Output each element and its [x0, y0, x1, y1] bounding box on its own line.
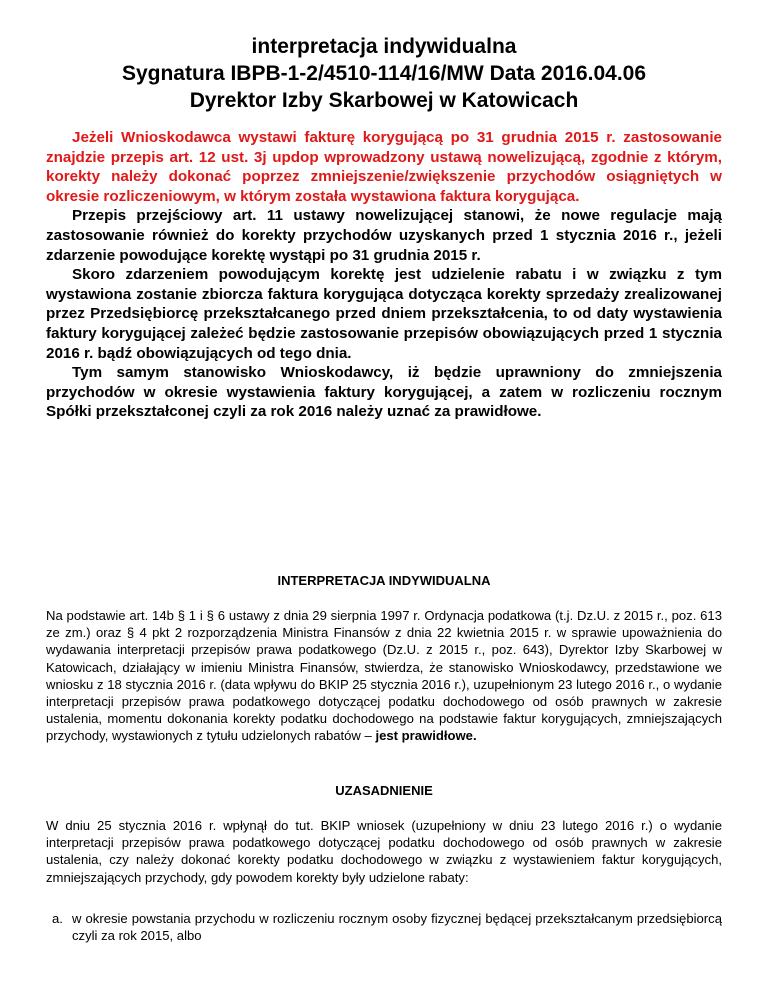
document-header [40, 33, 728, 114]
interpretation-heading: INTERPRETACJA INDYWIDUALNA [277, 573, 491, 588]
justification-paragraph: W dniu 25 stycznia 2016 r. wpłynął do tut. BKIP wniosek (uzupełniony w dniu 23 lutego 2016 r.) o wydanie interpretacji przepisów prawa podatkowego dotyczącej podatku dochodowego od osób prawnych w zakresie ustalenia, czy należy dokonać korekty podatku dochodowego w związku z wystawieniem faktur korygujących, zmniejszających przychody, gdy powodem korekty były udzielone rabaty: [46, 818, 722, 885]
summary-paragraph-2: Przepis przejściowy art. 11 ustawy nowelizującej stanowi, że nowe regulacje mają zastosowanie również do korekty przychodów uzyskanych przed 1 stycznia 2016 r., jeżeli zdarzenie powodujące korektę wystąpi po 31 grudnia 2015 r. [46, 207, 722, 264]
list-item-text: w okresie powstania przychodu w rozliczeniu rocznym osoby fizycznej będącej przekształcanym przedsiębiorcą czyli za rok 2015, albo [72, 911, 722, 944]
list-item [46, 910, 722, 944]
header-authority-line: Dyrektor Izby Skarbowej w Katowicach [189, 89, 579, 112]
summary-section [46, 128, 722, 422]
header-line-1: interpretacja indywidualna [251, 35, 517, 58]
interpretation-text: Na podstawie art. 14b § 1 i § 6 ustawy z dnia 29 sierpnia 1997 r. Ordynacja podatkowa (t.j. Dz.U. z 2015 r., poz. 613 ze zm.) oraz § 4 pkt 2 rozporządzenia Ministra Finansów z dnia 22 kwietnia 2015 r. w sprawie upoważnienia do wydawania interpretacji przepisów prawa podatkowego (Dz.U. z 2015 r., poz. 643), Dyrektor Izby Skarbowej w Katowicach, działający w imieniu Ministra Finansów, stwierdza, że stanowisko Wnioskodawcy, przedstawione we wniosku z 18 stycznia 2016 r. (data wpływu do BKIP 25 stycznia 2016 r.), uzupełnionym 23 lutego 2016 r., o wydanie interpretacji przepisów prawa podatkowego dotyczącej podatku dochodowego od osób prawnych w zakresie ustalenia, momentu dokonania korekty podatku dochodowego na podstawie faktur korygujących, zmniejszających przychody, wystawionych z tytułu udzielonych rabatów – [46, 608, 722, 744]
summary-paragraph-4: Tym samym stanowisko Wnioskodawcy, iż będzie uprawniony do zmniejszenia przychodów w okresie wystawienia faktury korygującej, a zatem w rozliczeniu rocznym Spółki przekształconej czyli za rok 2016 należy uznać za prawidłowe. [46, 364, 722, 421]
header-signature-line: Sygnatura IBPB-1-2/4510-114/16/MW Data 2016.04.06 [121, 62, 647, 85]
justification-list [46, 910, 722, 944]
interpretation-verdict: jest prawidłowe. [375, 728, 477, 744]
justification-heading: UZASADNIENIE [335, 783, 433, 798]
list-item-marker: a. [52, 911, 63, 926]
interpretation-paragraph [46, 607, 722, 745]
summary-red-paragraph: Jeżeli Wnioskodawca wystawi fakturę korygującą po 31 grudnia 2015 r. zastosowanie znajdzie przepis art. 12 ust. 3j updop wprowadzony ustawą nowelizującą, zgodnie z którym, korekty należy dokonać poprzez zmniejszenie/zwiększenie przychodów osiągniętych w okresie rozliczeniowym, w którym została wystawiona faktura korygująca. [46, 129, 722, 205]
summary-paragraph-3: Skoro zdarzeniem powodującym korektę jest udzielenie rabatu i w związku z tym wystawiona zostanie zbiorcza faktura korygująca dotycząca korekty sprzedaży zrealizowanej przez Przedsiębiorcę przekształcanego przed dniem przekształcenia, to od daty wystawienia faktury korygującej zależeć będzie zastosowanie przepisów obowiązujących przed 1 stycznia 2016 r. bądź obowiązujących od tego dnia. [46, 266, 722, 362]
